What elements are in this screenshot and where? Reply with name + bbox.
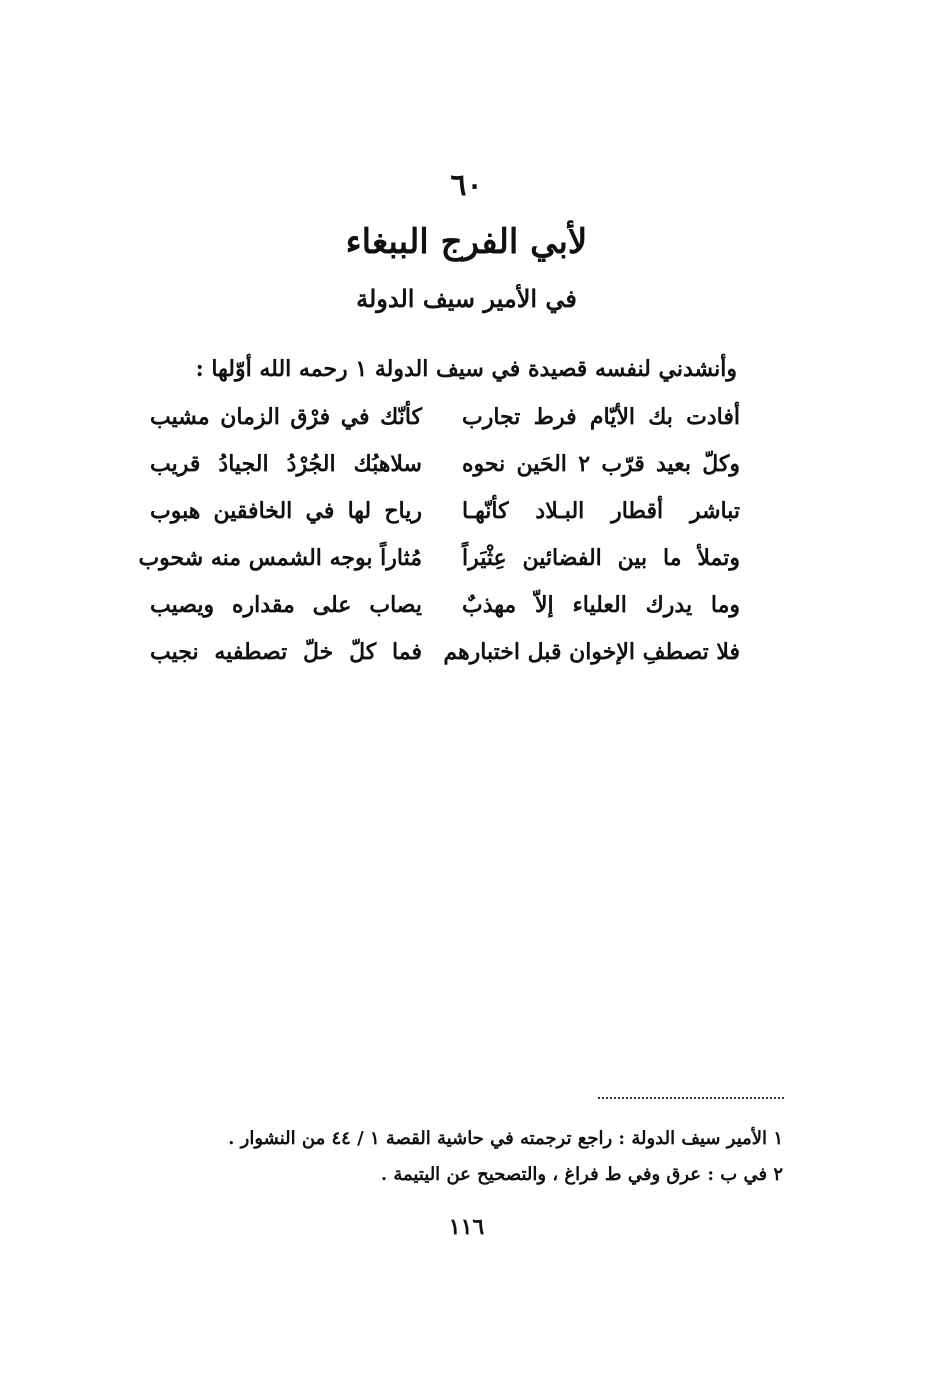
verse-row xyxy=(138,545,740,592)
verse-row xyxy=(150,592,740,639)
verse-second-hemistich: فما كلّ خلّ تصطفيه نجيب xyxy=(150,639,422,665)
verse-row xyxy=(150,404,740,451)
verse-row xyxy=(150,451,740,498)
verse-second-hemistich: يصاب على مقداره ويصيب xyxy=(150,592,422,618)
intro-line: وأنشدني لنفسه قصيدة في سيف الدولة ١ رحمه الله أوّلها : xyxy=(195,356,737,382)
verse-second-hemistich: رياح لها في الخافقين هبوب xyxy=(150,498,422,524)
verse-row xyxy=(150,498,740,545)
verse-first-hemistich: فلا تصطفِ الإخوان قبل اختبارهم xyxy=(443,639,740,665)
verse-second-hemistich: كأنّك في فرْق الزمان مشيب xyxy=(150,404,422,430)
footnote-item: ١ الأمير سيف الدولة : راجع ترجمته في حاشية القصة ١ / ٤٤ من النشوار . xyxy=(228,1128,783,1149)
poem-subtitle: في الأمير سيف الدولة xyxy=(356,284,577,313)
footnotes xyxy=(143,1128,783,1200)
verse-list xyxy=(138,404,740,686)
verse-first-hemistich: تباشر أقطار البـلاد كأنّهـا xyxy=(462,498,740,524)
verse-row xyxy=(150,639,740,686)
poem-title: لأبي الفرج الببغاء xyxy=(345,222,588,262)
verse-first-hemistich: وكلّ بعيد قرّب ٢ الحَين نحوه xyxy=(462,451,740,477)
footnote-divider xyxy=(598,1097,784,1099)
poem-number: ٦٠ xyxy=(450,168,483,203)
verse-first-hemistich: وتملأ ما بين الفضائين عِثْيَراً xyxy=(462,545,740,571)
verse-first-hemistich: وما يدرك العلياء إلاّ مهذبٌ xyxy=(462,592,740,618)
verse-second-hemistich: سلاهبُك الجُرْدُ الجيادُ قريب xyxy=(150,451,422,477)
verse-first-hemistich: أفادت بك الأيّام فرط تجارب xyxy=(462,404,740,430)
footnote-item: ٢ في ب : عرق وفي ط فراغ ، والتصحيح عن اليتيمة . xyxy=(380,1164,783,1185)
verse-second-hemistich: مُثاراً بوجه الشمس منه شحوب xyxy=(138,545,422,571)
page-number: ١١٦ xyxy=(448,1214,485,1240)
